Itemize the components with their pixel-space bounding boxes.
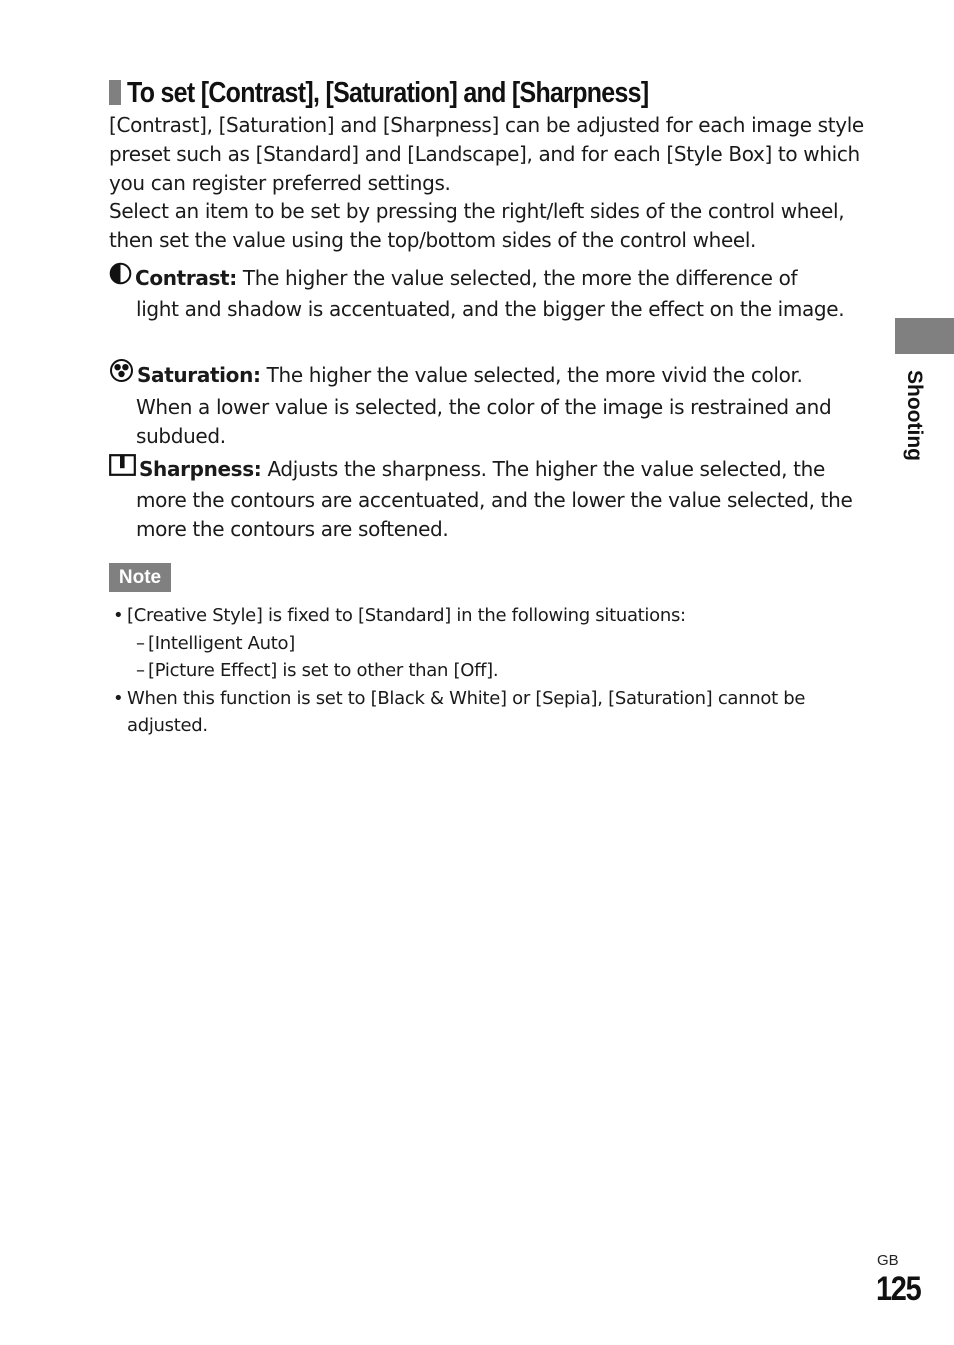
note-subitem-text: [Intelligent Auto] <box>148 632 295 654</box>
region-code: GB <box>877 1252 899 1269</box>
dash-icon: – <box>136 632 145 654</box>
note-bullet <box>113 685 873 740</box>
chapter-tab <box>895 318 954 354</box>
note-subitem <box>136 657 873 685</box>
bullet-icon: • <box>113 605 124 626</box>
contrast-term: Contrast: <box>135 266 237 290</box>
page-number: 125 <box>876 1270 921 1308</box>
bullet-icon: • <box>113 687 124 709</box>
note-bullet-text: [Creative Style] is fixed to [Standard] in the following situations: <box>127 605 686 626</box>
instruction-paragraph: Select an item to be set by pressing the right/left sides of the control wheel, then set the value using the top/bottom sides of the control wheel. <box>109 199 845 252</box>
contrast-description-rest: light and shadow is accentuated, and the bigger the effect on the image. <box>136 297 845 321</box>
contrast-icon <box>109 262 132 293</box>
saturation-description-rest: When a lower value is selected, the color of the image is restrained and subdued. <box>136 395 832 448</box>
section-heading: To set [Contrast], [Saturation] and [Sharpness] <box>127 77 649 109</box>
note-subitem-text: [Picture Effect] is set to other than [Off]. <box>148 660 499 681</box>
saturation-item <box>109 360 879 451</box>
sharpness-item <box>109 455 879 544</box>
saturation-icon <box>109 358 134 391</box>
saturation-description-line1: The higher the value selected, the more vivid the color. <box>266 363 803 387</box>
contrast-description-line1: The higher the value selected, the more the difference of <box>242 266 798 290</box>
note-subitem <box>136 630 873 658</box>
sharpness-description-line1: Adjusts the sharpness. The higher the value selected, the <box>267 457 825 481</box>
saturation-term: Saturation: <box>137 363 261 387</box>
note-bullet <box>113 602 873 630</box>
sharpness-term: Sharpness: <box>139 457 262 481</box>
note-label: Note <box>109 563 171 592</box>
intro-paragraph: [Contrast], [Saturation] and [Sharpness] can be adjusted for each image style preset such as [Standard] and [Landscape], and for each [Style Box] to which you can register preferred settings. <box>109 113 864 195</box>
chapter-tab-label: Shooting <box>903 370 926 461</box>
note-list <box>113 602 873 740</box>
sharpness-icon <box>109 454 136 484</box>
dash-icon: – <box>136 660 145 681</box>
contrast-item <box>109 264 879 324</box>
sharpness-description-rest: more the contours are accentuated, and the lower the value selected, the more the contours are softened. <box>136 487 853 541</box>
note-bullet-text: When this function is set to [Black & White] or [Sepia], [Saturation] cannot be adjusted. <box>127 687 806 736</box>
heading-marker <box>109 80 121 105</box>
